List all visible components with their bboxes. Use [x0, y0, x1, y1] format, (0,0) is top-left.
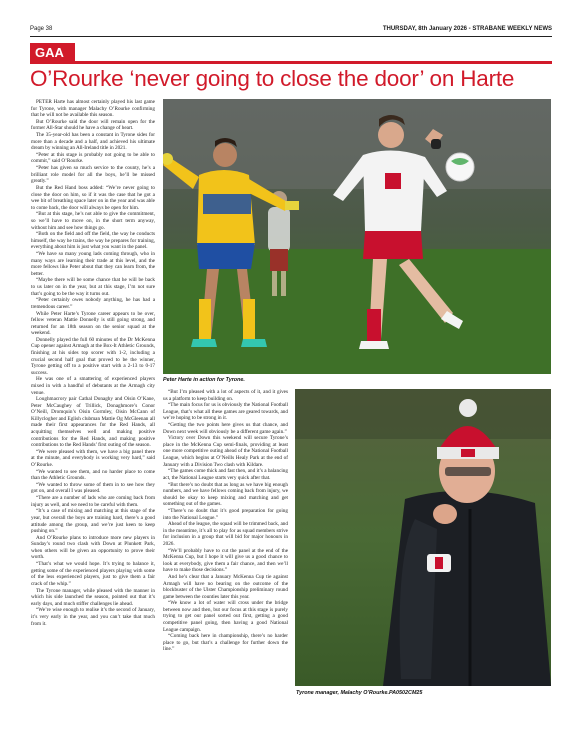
section-tag: GAA — [30, 43, 75, 62]
article-paragraph: “It’s a case of mixing and matching at this stage of the year, but overall the boys are training hard, there’s a good attitude among the group, and we’re just keen to keep pushing on.” — [31, 508, 155, 535]
article-paragraph: “We wanted to throw some of them in to see how they got on, and overall I was pleased. — [31, 481, 155, 495]
headline: O’Rourke ‘never going to close the door’ on Harte — [30, 66, 515, 91]
article-paragraph: Donnelly played the full 60 minutes of the Dr McKenna Cup opener against Armagh at the Box-It Athletic Grounds, finishing at his sides top scorer with 1-2, including a crucial second half goal that proved to be the winner, Tyrone getting off to a positive start with a 2-13 to 0-17 success. — [31, 336, 155, 376]
article-paragraph: Ahead of the league, the squad will be trimmed back, and in the meantime, it’s all to play for as squad members strive for inclusion in a group that will bid for major honours in 2026. — [163, 521, 288, 547]
article-column-2 — [163, 389, 288, 725]
article-paragraph: PETER Harte has almost certainly played his last game for Tyrone, with manager Malachy O’Rourke confirming that he will not be available this season. — [31, 99, 155, 119]
football-action-image — [163, 99, 551, 374]
article-paragraph: While Peter Harte’s Tyrone career appears to be over, fellow veteran Mattie Donnelly is still going strong, and returned for an 18th season on the senior squad at the weekend. — [31, 310, 155, 337]
article-paragraph: “Peter has given so much service to the county, he’s a brilliant role model for all the boys, he’ll be missed greatly.” — [31, 165, 155, 185]
article-paragraph: “The games come thick and fast then, and it’s a balancing act, the National League starts very quick after that. — [163, 468, 288, 481]
article-paragraph: He was one of a smattering of experienced players mixed in with a handful of debutants at the Armagh city venue. — [31, 376, 155, 396]
article-paragraph: “That’s what we would hope. It’s trying to balance it, getting some of the experienced players playing with some of the less experienced players, just to give them a fair crack of the whip.” — [31, 561, 155, 587]
article-paragraph: And O’Rourke plans to introduce more new players in Sunday’s round two clash with Down at Plunkett Park, when others will be given an opportunity to prove their worth. — [31, 534, 155, 561]
article-paragraph: “But I’m pleased with a lot of aspects of it, and it gives us a platform to keep building on. — [163, 389, 288, 402]
section-rule — [30, 61, 552, 64]
article-paragraph: “Maybe there will be some chance that he will be back to us later on in the year, but at this stage, I’m not sure that’s going to be the way it turns out. — [31, 277, 155, 297]
article-paragraph: “We wanted to see them, and no harder place to come than the Athletic Grounds. — [31, 468, 155, 482]
article-paragraph: Loughmacrory pair Cathal Donaghy and Oisin O’Kane, Peter McCaughey of Trillick, Donaghmore’s Conor O’Neill, Dromquin’s Oisin Gormley, Oisin McCann of Killyclogher and Eglish clubman Mattie Og McGleenan all made their first appearances for the Red Hands, all acquitting themselves well and making positive contributions for the Red Hands, and making positive contributions to the Red Hands’ first outing of the season. — [31, 396, 155, 449]
article-paragraph: “The main focus for us is obviously the National Football League, that’s what all these games are geared towards, and we’re hoping to be strong in it. — [163, 402, 288, 422]
article-paragraph: “Peter certainly owes nobody anything, he has had a tremendous career.” — [31, 297, 155, 310]
article-paragraph: “We know a lot of water will cross under the bridge between now and then, but our focus at this stage is purely trying to get our panel sorted out first, getting a good competitive panel going, then having a good National League campaign. — [163, 600, 288, 633]
article-paragraph: “But at this stage, he’s not able to give the commitment, so we’ll have to move on, in the short term anyway, without him and see how things go. — [31, 211, 155, 231]
article-paragraph: “We were pleased with them, we have a big panel there at the minute, and everybody is working very hard,” said O’Rourke. — [31, 448, 155, 468]
issue-line: THURSDAY, 8th January 2026 - STRABANE WEEKLY NEWS — [382, 26, 552, 32]
article-column-1 — [31, 99, 155, 725]
article-paragraph: “We’re wise enough to realise it’s the second of January, it’s very early in the year, and you can’t take that much from it. — [31, 607, 155, 627]
article-paragraph: But O’Rourke said the door will remain open for the former All-Star should he have a change of heart. — [31, 118, 155, 132]
article-paragraph: “Coming back here in championship, there’s no harder place to go, but that’s a challenge for further down the line.” — [163, 633, 288, 653]
article-paragraph: “We’ll probably have to cut the panel at the end of the McKenna Cup, but I hope it will give us a good chance to look at everybody, give them a fair chance, and then we’ll have to make those decisions.” — [163, 547, 288, 574]
manager-photo — [295, 389, 551, 686]
page-number: Page 38 — [30, 26, 53, 32]
article-paragraph: “There’s no doubt that it’s good preparation for going into the National League.” — [163, 507, 288, 521]
manager-portrait-image — [295, 389, 551, 686]
article-paragraph: And he’s clear that a January McKenna Cup tie against Armagh will have no bearing on the outcome of the blockbuster of the Ulster Championship preliminary round game between the counties later this year. — [163, 574, 288, 600]
article-paragraph: But the Red Hand boss added: “We’re never going to close the door on him, so if it was the case that he got a wee bit of breathing space later on in the year and was able to come back, the door will always be open for him. — [31, 185, 155, 211]
article-paragraph: “Getting the two points here gives us that chance, and Down next week will obviously be a different game again.” — [163, 422, 288, 435]
article-paragraph: “Both on the field and off the field, the way he conducts himself, the way he trains, the way he prepares for training, everything about him is just what you want in the panel. — [31, 231, 155, 251]
page-header — [30, 24, 552, 36]
article-paragraph: The Tyrone manager, while pleased with the manner in which his side launched the season, pointed out that it’s early days, and much stiffer challenges lie ahead. — [31, 587, 155, 607]
main-photo-caption: Peter Harte in action for Tyrone. — [163, 377, 245, 383]
article-paragraph: “We have so many young lads coming through, who in many ways are learning their trade at this level, and the more fellows like Peter about that they can learn from, the better. — [31, 251, 155, 277]
article-paragraph: “There are a number of lads who are coming back from injury as well, and we need to be careful with them. — [31, 495, 155, 508]
article-paragraph: The 35-year-old has been a constant in Tyrone sides for more than a decade and a half, and achieved his ultimate dream by winning an All-Ireland title in 2021. — [31, 132, 155, 152]
manager-photo-caption: Tyrone manager, Malachy O’Rourke.PA0502CM25 — [296, 690, 423, 696]
header-rule — [30, 36, 552, 37]
article-paragraph: “Peter at this stage is probably not going to be able to commit,” said O’Rourke. — [31, 151, 155, 165]
main-photo — [163, 99, 551, 374]
article-paragraph: Victory over Down this weekend will secure Tyrone’s place in the McKenna Cup semi-finals, providing at least one more competitive outing ahead of the National Football League, which begins at O’Neills Healy Park at the end of January with a Division Two clash with Kildare. — [163, 435, 288, 468]
article-paragraph: “But there’s no doubt that as long as we have big enough numbers, and we have fellows coming back from injury, we should be okay to keep mixing and matching and get something out of the games. — [163, 481, 288, 508]
